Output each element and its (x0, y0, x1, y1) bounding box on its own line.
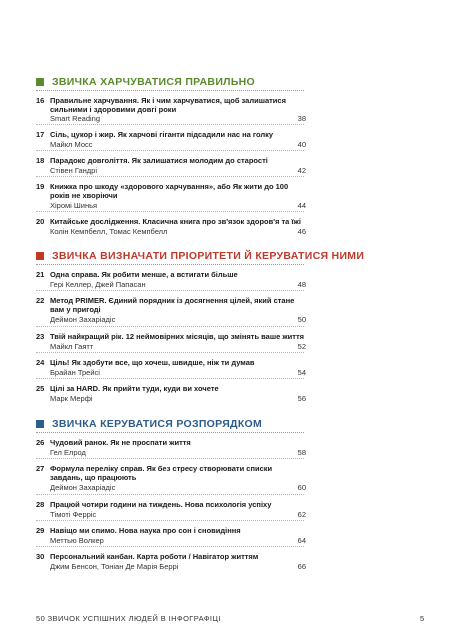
item-divider (36, 150, 304, 151)
item-title: Твій найкращий рік. 12 неймовірних місяців, що змінять ваше життя (50, 332, 304, 341)
item-page: 42 (297, 166, 306, 175)
item-divider (36, 124, 304, 125)
item-author: Меттью Волкер (50, 536, 104, 545)
green-square-icon (36, 78, 44, 86)
item-page: 52 (297, 342, 306, 351)
item-divider (36, 326, 304, 327)
item-page: 56 (297, 394, 306, 403)
item-author: Тімоті Ферріс (50, 510, 97, 519)
red-square-icon (36, 252, 44, 260)
item-author: Smart Reading (50, 114, 101, 123)
item-divider (36, 546, 304, 547)
blue-square-icon (36, 420, 44, 428)
item-number: 17 (36, 130, 45, 139)
section-title: ЗВИЧКА ХАРЧУВАТИСЯ ПРАВИЛЬНО (52, 76, 256, 88)
item-title: Цілі за HARD. Як прийти туди, куди ви хочете (50, 384, 219, 393)
item-title: Одна справа. Як робити менше, а встигати більше (50, 270, 238, 279)
footer-book-title: 50 ЗВИЧОК УСПІШНИХ ЛЮДЕЙ В ІНФОГРАФІЦІ (36, 614, 221, 623)
item-author: Хіромі Шинья (50, 201, 98, 210)
item-author: Деймон Захаріадіс (50, 483, 116, 492)
item-number: 18 (36, 156, 45, 165)
item-number: 27 (36, 464, 45, 473)
item-divider (36, 290, 304, 291)
item-page: 64 (297, 536, 306, 545)
section-header-routine (36, 418, 262, 430)
section-title: ЗВИЧКА ВИЗНАЧАТИ ПРІОРИТЕТИ Й КЕРУВАТИСЯ НИМИ (52, 250, 365, 262)
item-number: 26 (36, 438, 45, 447)
item-number: 30 (36, 552, 45, 561)
item-author: Джим Бенсон, Тоніан Де Марія Беррі (50, 562, 179, 571)
footer-page-number: 5 (420, 614, 425, 623)
section-title: ЗВИЧКА КЕРУВАТИСЯ РОЗПОРЯДКОМ (52, 418, 263, 430)
item-divider (36, 494, 304, 495)
item-number: 16 (36, 96, 45, 105)
item-number: 22 (36, 296, 45, 305)
item-title: Книжка про шкоду «здорового харчування», або Як жити до 100 років не хворіючи (50, 182, 289, 201)
item-author: Майкл Гаятт (50, 342, 94, 351)
item-title: Правильне харчування. Як і чим харчуватися, щоб залишатися сильними і здоровими довгі роки (50, 96, 286, 115)
section-divider (36, 432, 304, 433)
section-divider (36, 90, 304, 91)
item-title: Працюй чотири години на тиждень. Нова психологія успіху (50, 500, 272, 509)
item-number: 19 (36, 182, 45, 191)
item-title: Парадокс довголіття. Як залишатися молодим до старості (50, 156, 268, 165)
item-divider (36, 211, 304, 212)
item-title: Чудовий ранок. Як не проспати життя (50, 438, 191, 447)
item-author: Гері Келлер, Джей Папасан (50, 280, 146, 289)
item-page: 40 (297, 140, 306, 149)
item-author: Гел Елрод (50, 448, 86, 457)
item-page: 48 (297, 280, 306, 289)
item-author: Брайан Трейсі (50, 368, 100, 377)
item-page: 62 (297, 510, 306, 519)
item-title: Навіщо ми спимо. Нова наука про сон і сновидіння (50, 526, 241, 535)
item-number: 23 (36, 332, 45, 341)
item-author: Майкл Мосс (50, 140, 93, 149)
item-page: 60 (297, 483, 306, 492)
item-page: 38 (297, 114, 306, 123)
item-page: 44 (297, 201, 306, 210)
item-number: 25 (36, 384, 45, 393)
item-title: Китайське дослідження. Класична книга про зв'язок здоров'я та їжі (50, 217, 301, 226)
item-page: 54 (297, 368, 306, 377)
item-divider (36, 176, 304, 177)
item-number: 28 (36, 500, 45, 509)
item-page: 58 (297, 448, 306, 457)
item-author: Стівен Гандрі (50, 166, 97, 175)
item-page: 66 (297, 562, 306, 571)
item-number: 21 (36, 270, 45, 279)
item-number: 24 (36, 358, 45, 367)
section-header-eating (36, 76, 255, 88)
section-header-priorities (36, 250, 364, 262)
item-divider (36, 352, 304, 353)
item-title: Сіль, цукор і жир. Як харчові гіганти підсадили нас на голку (50, 130, 274, 139)
item-divider (36, 520, 304, 521)
item-page: 50 (297, 315, 306, 324)
item-page: 46 (297, 227, 306, 236)
item-title: Ціль! Як здобути все, що хочеш, швидше, ніж ти думав (50, 358, 255, 367)
section-divider (36, 264, 304, 265)
item-title: Персональний канбан. Карта роботи / Навігатор життям (50, 552, 259, 561)
item-divider (36, 378, 304, 379)
item-author: Марк Мерфі (50, 394, 93, 403)
item-number: 20 (36, 217, 45, 226)
item-number: 29 (36, 526, 45, 535)
item-title: Метод PRIMER. Єдиний порядник із досягнення цілей, який стане вам у пригоді (50, 296, 295, 315)
item-author: Колін Кемпбелл, Томас Кемпбелл (50, 227, 168, 236)
item-title: Формула переліку справ. Як без стресу створювати списки завдань, що працюють (50, 464, 273, 483)
item-divider (36, 458, 304, 459)
item-author: Деймон Захаріадіс (50, 315, 116, 324)
